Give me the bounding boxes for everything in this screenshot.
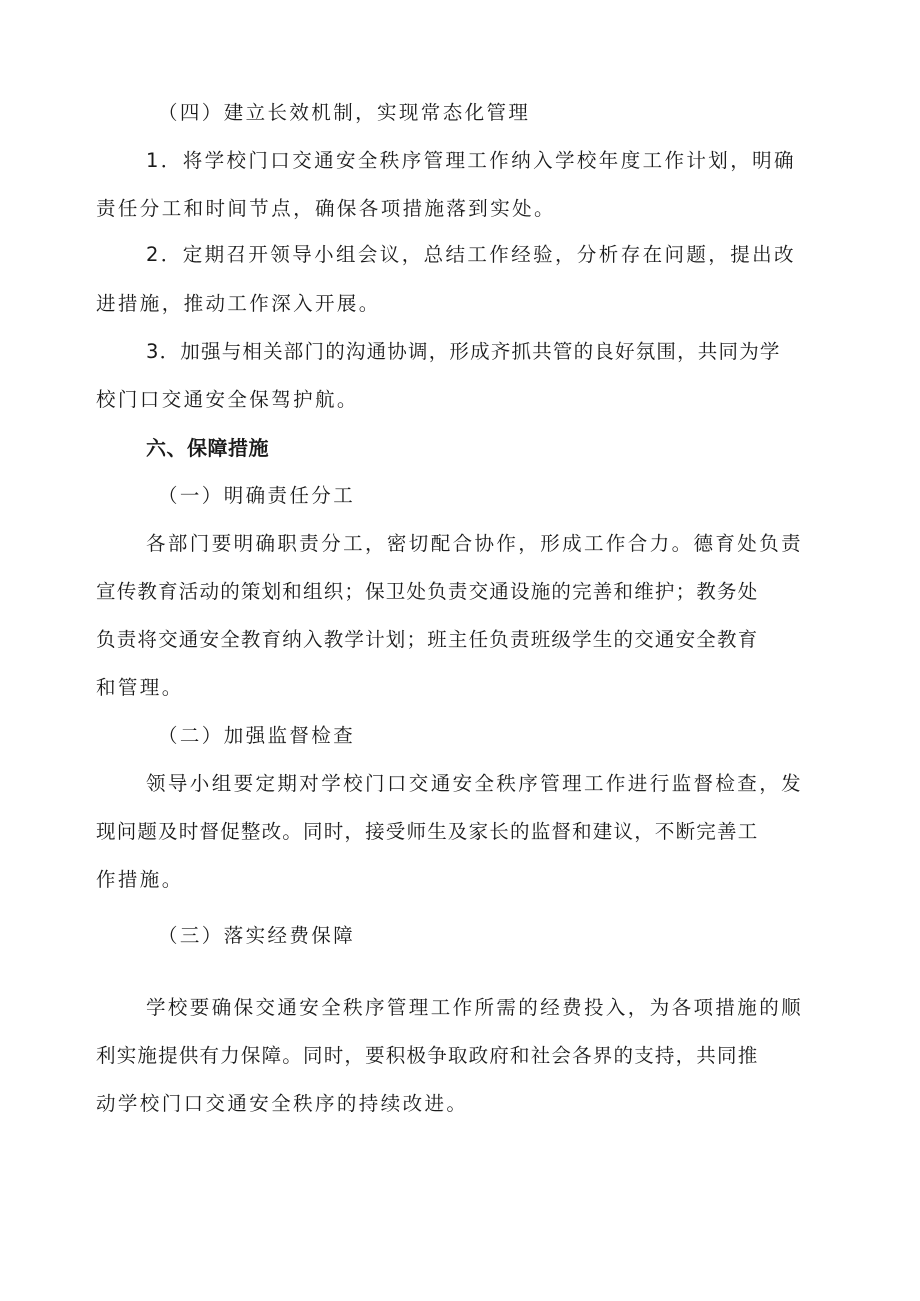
paragraph-text: 2．定期召开领导小组会议，总结工作经验，分析存在问题，提出改: [146, 243, 796, 266]
paragraph-text: 现问题及时督促整改。同时，接受师生及家长的监督和建议，不断完善工: [96, 820, 759, 843]
sub1-line-4: [96, 673, 846, 703]
sub1-line-2: [96, 577, 846, 607]
subsection-heading-3: [158, 921, 858, 951]
sub1-line-3: [96, 625, 846, 655]
paragraph-text: 各部门要明确职责分工，密切配合协作，形成工作合力。德育处负责: [146, 532, 804, 555]
sub2-line-3: [96, 865, 846, 895]
item-2-line-1: [146, 240, 846, 270]
paragraph-text: 作措施。: [96, 868, 184, 891]
subsection-heading-3-text: （三）落实经费保障: [158, 924, 356, 947]
subsection-heading-4: [158, 98, 858, 128]
item-2-line-2: [96, 289, 846, 319]
paragraph-text: 3．加强与相关部门的沟通协调，形成齐抓共管的良好氛围，共同为学: [146, 340, 781, 363]
paragraph-text: 宣传教育活动的策划和组织；保卫处负责交通设施的完善和维护；教务处: [96, 580, 759, 603]
paragraph-text: 利实施提供有力保障。同时，要积极争取政府和社会各界的支持，共同推: [96, 1044, 759, 1067]
paragraph-text: 校门口交通安全保驾护航。: [96, 388, 359, 411]
section-heading-6: [146, 433, 846, 463]
paragraph-text: 责任分工和时间节点，确保各项措施落到实处。: [96, 197, 556, 220]
sub3-line-1: [146, 993, 846, 1023]
paragraph-text: 领导小组要定期对学校门口交通安全秩序管理工作进行监督检查，发: [146, 772, 804, 795]
paragraph-text: 学校要确保交通安全秩序管理工作所需的经费投入，为各项措施的顺: [146, 996, 804, 1019]
paragraph-text: 动学校门口交通安全秩序的持续改进。: [96, 1092, 469, 1115]
section-heading-6-text: 六、保障措施: [146, 436, 269, 460]
subsection-heading-2: [158, 721, 858, 751]
item-3-line-2: [96, 385, 846, 415]
item-1-line-1: [146, 146, 846, 176]
subsection-heading-1-text: （一）明确责任分工: [158, 484, 356, 507]
subsection-heading-4-text: （四）建立长效机制，实现常态化管理: [158, 101, 531, 124]
paragraph-text: 1．将学校门口交通安全秩序管理工作纳入学校年度工作计划，明确: [146, 149, 796, 172]
subsection-heading-1: [158, 481, 858, 511]
paragraph-text: 进措施，推动工作深入开展。: [96, 292, 381, 315]
sub2-line-2: [96, 817, 846, 847]
subsection-heading-2-text: （二）加强监督检查: [158, 724, 356, 747]
sub3-line-3: [96, 1089, 846, 1119]
sub2-line-1: [146, 769, 846, 799]
item-3-line-1: [146, 337, 846, 367]
sub3-line-2: [96, 1041, 846, 1071]
item-1-line-2: [96, 194, 846, 224]
sub1-line-1: [146, 529, 846, 559]
paragraph-text: 负责将交通安全教育纳入教学计划；班主任负责班级学生的交通安全教育: [96, 628, 759, 651]
paragraph-text: 和管理。: [96, 676, 184, 699]
